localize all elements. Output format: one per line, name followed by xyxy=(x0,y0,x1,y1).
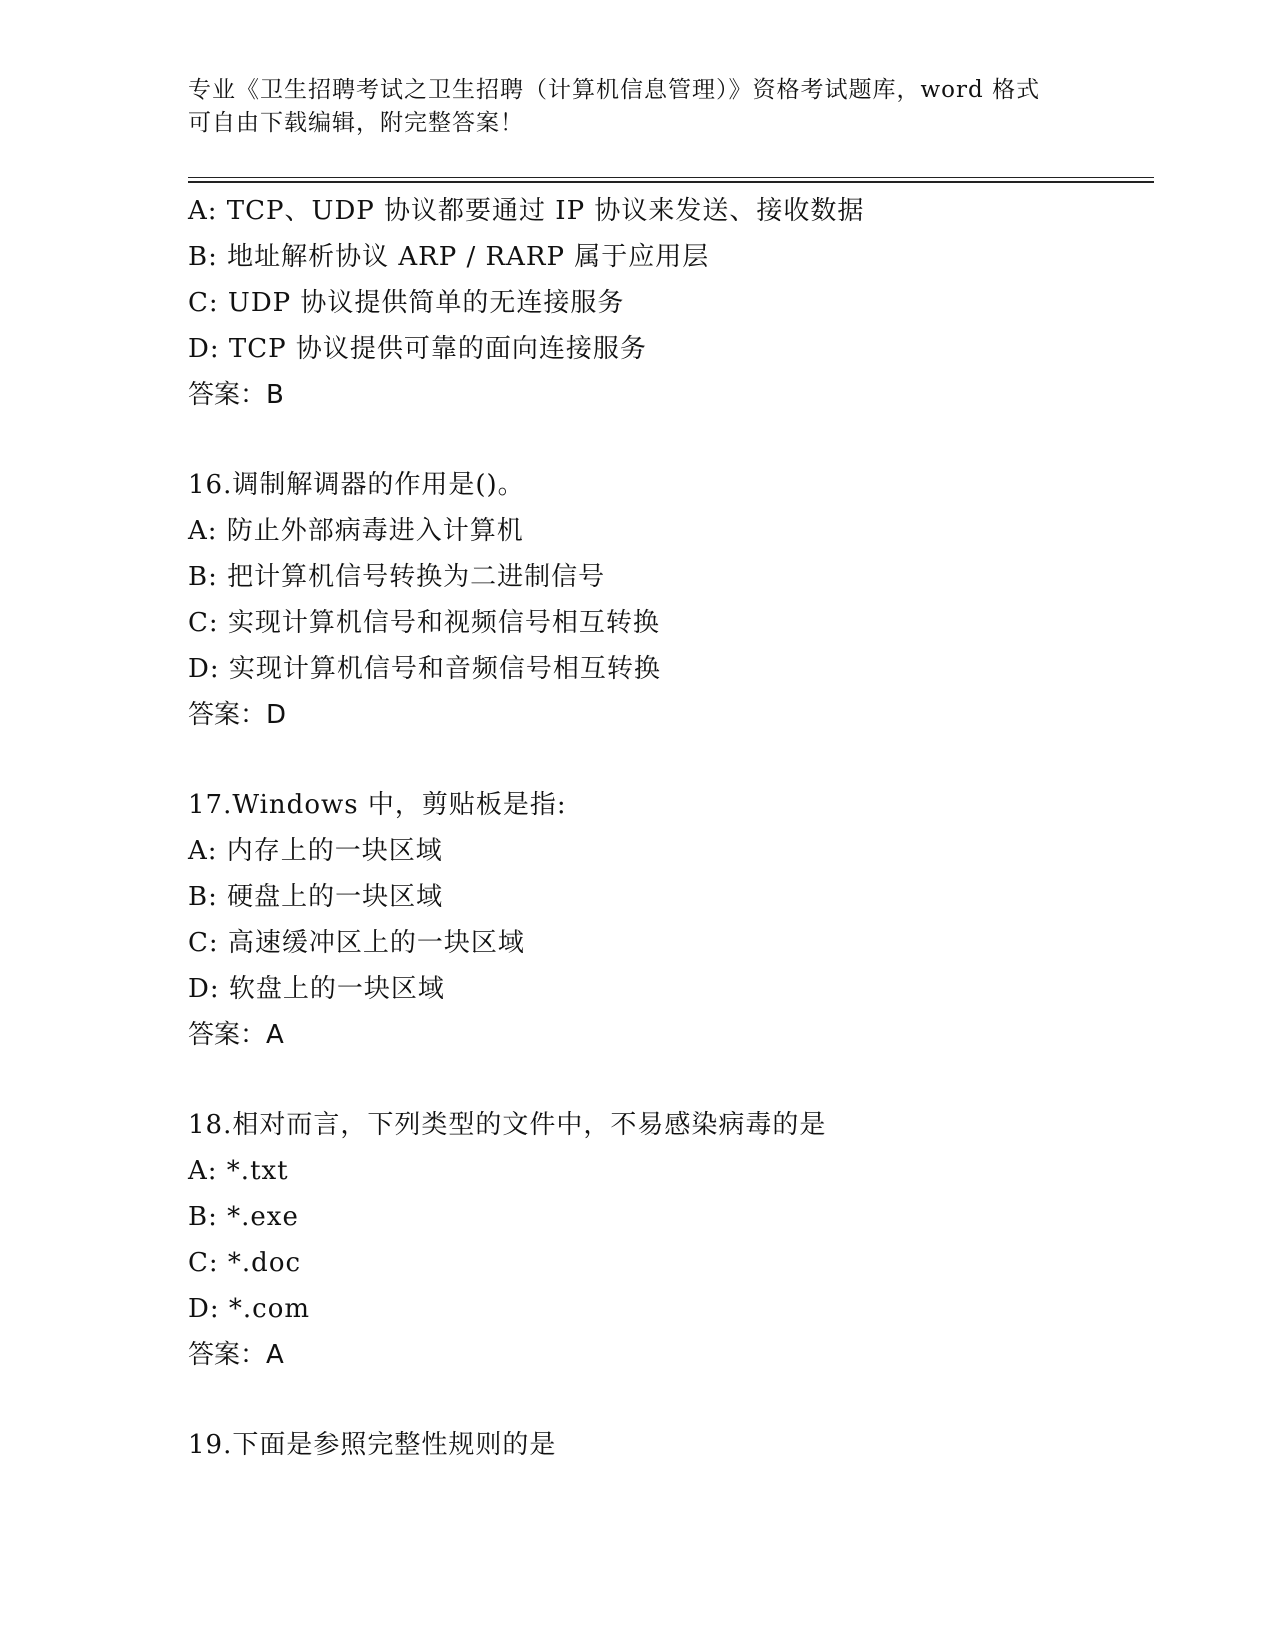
option-a: A: *.txt xyxy=(188,1156,289,1186)
answer-line: 答案：A xyxy=(188,1020,284,1050)
option-a: A: 防止外部病毒进入计算机 xyxy=(188,516,524,546)
option-d: D: *.com xyxy=(188,1294,311,1324)
spacer xyxy=(188,1378,1154,1422)
header-line-2: 可自由下载编辑，附完整答案！ xyxy=(188,110,524,136)
option-b: B: 把计算机信号转换为二进制信号 xyxy=(188,562,606,592)
question-17 xyxy=(188,782,1154,1058)
question-16 xyxy=(188,462,1154,738)
header-line-1: 专业《卫生招聘考试之卫生招聘（计算机信息管理）》资格考试题库，word 格式 xyxy=(188,77,1041,103)
header-rule-thick xyxy=(188,181,1154,183)
option-d: D: 实现计算机信号和音频信号相互转换 xyxy=(188,654,661,684)
question-15-continued xyxy=(188,188,1154,418)
question-stem: 16.调制解调器的作用是()。 xyxy=(188,470,525,500)
option-c: C: *.doc xyxy=(188,1248,302,1278)
header-rule-thin xyxy=(188,177,1154,178)
question-stem: 17.Windows 中，剪贴板是指: xyxy=(188,790,567,820)
option-c: C: 高速缓冲区上的一块区域 xyxy=(188,928,525,958)
question-19 xyxy=(188,1422,1154,1468)
answer-line: 答案：D xyxy=(188,700,287,730)
option-b: B: 地址解析协议 ARP / RARP 属于应用层 xyxy=(188,242,710,272)
option-a: A: 内存上的一块区域 xyxy=(188,836,443,866)
answer-line: 答案：A xyxy=(188,1340,284,1370)
option-d: D: TCP 协议提供可靠的面向连接服务 xyxy=(188,334,647,364)
option-c: C: UDP 协议提供简单的无连接服务 xyxy=(188,288,625,318)
spacer xyxy=(188,418,1154,462)
option-d: D: 软盘上的一块区域 xyxy=(188,974,445,1004)
spacer xyxy=(188,738,1154,782)
question-list xyxy=(188,188,1154,1468)
option-c: C: 实现计算机信号和视频信号相互转换 xyxy=(188,608,660,638)
option-a: A: TCP、UDP 协议都要通过 IP 协议来发送、接收数据 xyxy=(188,196,865,226)
question-stem: 18.相对而言，下列类型的文件中，不易感染病毒的是 xyxy=(188,1110,827,1140)
option-b: B: 硬盘上的一块区域 xyxy=(188,882,444,912)
spacer xyxy=(188,1058,1154,1102)
option-b: B: *.exe xyxy=(188,1202,299,1232)
question-stem: 19.下面是参照完整性规则的是 xyxy=(188,1430,557,1460)
answer-line: 答案：B xyxy=(188,380,284,410)
document-header xyxy=(188,74,1088,140)
question-18 xyxy=(188,1102,1154,1378)
